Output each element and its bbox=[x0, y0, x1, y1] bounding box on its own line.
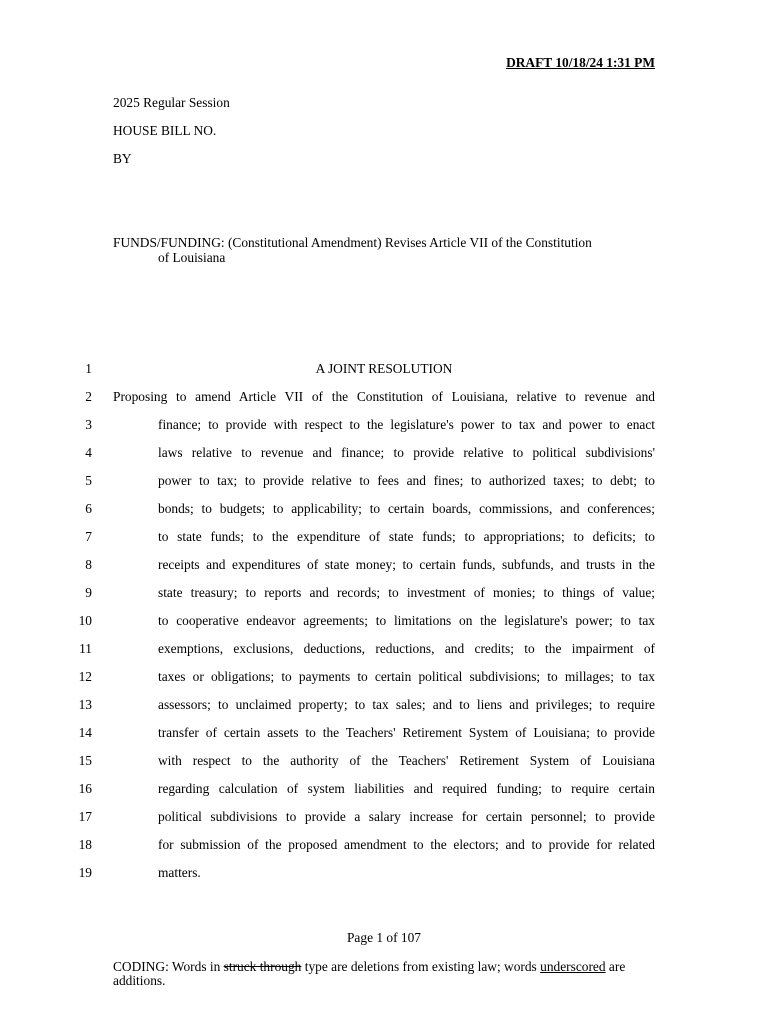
coding-suffix: are additions. bbox=[113, 959, 626, 988]
digest-line-2: of Louisiana bbox=[158, 250, 226, 265]
bill-digest bbox=[113, 235, 655, 265]
line-number: 12 bbox=[78, 669, 92, 684]
line-number: 1 bbox=[85, 361, 92, 376]
coding-prefix: CODING: Words in bbox=[113, 959, 224, 974]
line-number: 16 bbox=[78, 781, 92, 796]
line-number: 4 bbox=[85, 445, 92, 460]
line-text: exemptions, exclusions, deductions, reductions, and credits; to the impairment of bbox=[158, 641, 655, 656]
line-text: bonds; to budgets; to applicability; to certain boards, commissions, and conferences; bbox=[158, 501, 655, 516]
line-text: state treasury; to reports and records; to investment of monies; to things of value; bbox=[158, 585, 655, 600]
line-text: finance; to provide with respect to the legislature's power to tax and power to enact bbox=[158, 417, 655, 432]
line-number: 19 bbox=[78, 865, 92, 880]
page-number: Page 1 of 107 bbox=[346, 930, 421, 945]
line-number: 15 bbox=[78, 753, 92, 768]
line-text: assessors; to unclaimed property; to tax sales; and to liens and privileges; to require bbox=[158, 697, 655, 712]
line-text: regarding calculation of system liabilities and required funding; to require certain bbox=[158, 781, 655, 796]
session-label: 2025 Regular Session bbox=[113, 95, 230, 110]
author-label: BY bbox=[113, 151, 132, 166]
digest-line-1: FUNDS/FUNDING: (Constitutional Amendment) Revises Article VII of the Constitution bbox=[113, 235, 592, 250]
coding-underscore-example: underscored bbox=[540, 959, 606, 974]
line-text: transfer of certain assets to the Teachers' Retirement System of Louisiana; to provide bbox=[158, 725, 655, 740]
line-text: for submission of the proposed amendment to the electors; and to provide for related bbox=[158, 837, 655, 852]
line-number: 9 bbox=[85, 585, 92, 600]
line-text: to state funds; to the expenditure of state funds; to appropriations; to deficits; to bbox=[158, 529, 655, 544]
line-number: 10 bbox=[78, 613, 92, 628]
resolution-title: A JOINT RESOLUTION bbox=[315, 361, 453, 376]
line-text: power to tax; to provide relative to fees and fines; to authorized taxes; to debt; to bbox=[158, 473, 655, 488]
line-number: 8 bbox=[85, 557, 92, 572]
line-number: 7 bbox=[85, 529, 92, 544]
line-number: 14 bbox=[78, 725, 92, 740]
line-text: to cooperative endeavor agreements; to limitations on the legislature's power; to tax bbox=[158, 613, 655, 628]
line-number: 13 bbox=[78, 697, 92, 712]
line-number: 18 bbox=[78, 837, 92, 852]
line-number: 2 bbox=[85, 389, 92, 404]
coding-legend bbox=[113, 960, 658, 988]
bill-number-label: HOUSE BILL NO. bbox=[113, 123, 217, 138]
line-number: 17 bbox=[78, 809, 92, 824]
line-text: political subdivisions to provide a salary increase for certain personnel; to provide bbox=[158, 809, 655, 824]
line-number: 6 bbox=[85, 501, 92, 516]
draft-stamp: DRAFT 10/18/24 1:31 PM bbox=[506, 55, 655, 70]
line-number: 3 bbox=[85, 417, 92, 432]
line-number: 5 bbox=[85, 473, 92, 488]
line-text: Proposing to amend Article VII of the Constitution of Louisiana, relative to revenue and bbox=[113, 389, 655, 404]
coding-strike-example: struck through bbox=[223, 959, 302, 974]
line-text: with respect to the authority of the Teachers' Retirement System of Louisiana bbox=[158, 753, 655, 768]
line-text: receipts and expenditures of state money; to certain funds, subfunds, and trusts in the bbox=[158, 557, 655, 572]
line-text: matters. bbox=[158, 865, 201, 880]
line-text: taxes or obligations; to payments to certain political subdivisions; to millages; to tax bbox=[158, 669, 655, 684]
line-number: 11 bbox=[79, 641, 92, 656]
line-text: laws relative to revenue and finance; to provide relative to political subdivisions' bbox=[158, 445, 655, 460]
coding-middle: type are deletions from existing law; words bbox=[301, 959, 541, 974]
